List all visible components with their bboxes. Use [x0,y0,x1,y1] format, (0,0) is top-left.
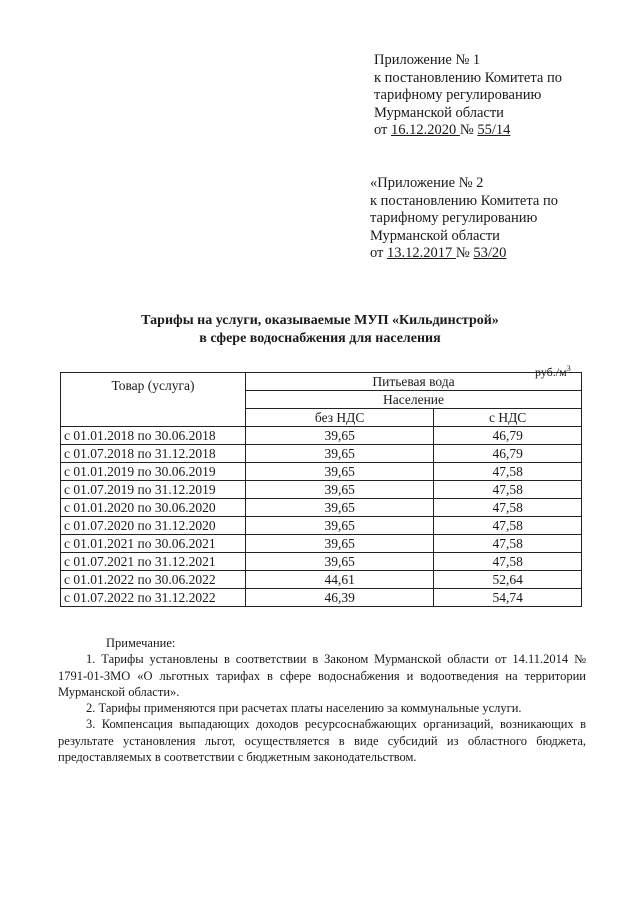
price-no-vat-cell: 39,65 [246,535,434,553]
appendix-1-title: Приложение № 1 [374,52,481,68]
title-line-2: в сфере водоснабжения для населения [199,331,441,346]
appendix-2-number: 53/20 [473,245,507,261]
table-header-row [61,373,582,391]
price-no-vat-cell: 39,65 [246,445,434,463]
price-vat-cell: 47,58 [434,535,582,553]
price-vat-cell: 52,64 [434,571,582,589]
table-row [61,571,582,589]
price-vat-cell: 46,79 [434,445,582,463]
table-row [61,589,582,607]
price-no-vat-cell: 46,39 [246,589,434,607]
price-vat-cell: 47,58 [434,499,582,517]
price-no-vat-cell: 39,65 [246,517,434,535]
date-prefix: от [370,245,388,261]
unit-exponent: 3 [566,364,571,373]
appendix-2-line-2: к постановлению Комитета по [370,192,558,209]
appendix-1-date: 16.12.2020 [391,122,460,138]
appendix-2-line-3: тарифному регулированию [370,210,538,226]
price-no-vat-cell: 39,65 [246,463,434,481]
unit-base: руб./м [535,365,567,379]
note-item: 3. Компенсация выпадающих доходов ресурсоснабжающих организаций, возникающих в результате установления льгот, осуществляется в виде субсидий из областного бюджета, предоставляемых в соответствии с бюджетным законодательством. [58,717,586,765]
header-service: Питьевая вода [246,373,582,391]
price-no-vat-cell: 44,61 [246,571,434,589]
table-row [61,553,582,571]
period-cell: с 01.07.2022 по 31.12.2022 [61,589,246,607]
period-cell: с 01.01.2018 по 30.06.2018 [61,427,246,445]
period-cell: с 01.07.2020 по 31.12.2020 [61,517,246,535]
table-row [61,535,582,553]
header-goods: Товар (услуга) [61,373,246,427]
table-row [61,445,582,463]
period-cell: с 01.01.2022 по 30.06.2022 [61,571,246,589]
appendix-1-block [374,52,562,140]
document-title [0,312,640,348]
price-vat-cell: 46,79 [434,427,582,445]
period-cell: с 01.01.2019 по 30.06.2019 [61,463,246,481]
number-sign: № [455,245,474,261]
number-sign: № [459,122,478,138]
table-row [61,481,582,499]
appendix-2-date: 13.12.2017 [387,245,456,261]
table-row [61,427,582,445]
price-no-vat-cell: 39,65 [246,499,434,517]
price-vat-cell: 47,58 [434,517,582,535]
table-row [61,499,582,517]
table-row [61,463,582,481]
table-row [61,517,582,535]
appendix-2-line-4: Мурманской области [370,227,500,244]
period-cell: с 01.07.2021 по 31.12.2021 [61,553,246,571]
price-no-vat-cell: 39,65 [246,427,434,445]
appendix-2-date-line [370,245,558,263]
header-group: Население [246,391,582,409]
notes-heading: Примечание: [106,636,176,650]
notes-block [58,635,586,765]
period-cell: с 01.01.2021 по 30.06.2021 [61,535,246,553]
note-item: 2. Тарифы применяются при расчетах платы населению за коммунальные услуги. [86,701,522,716]
note-item: 1. Тарифы установлены в соответствии в Законом Мурманской области от 14.11.2014 № 1791-01-ЗМО «О льготных тарифах в сфере водоснабжения и водоотведения на территории Мурманской области». [58,652,586,699]
period-cell: с 01.01.2020 по 30.06.2020 [61,499,246,517]
appendix-1-number: 55/14 [477,122,511,138]
appendix-1-line-4: Мурманской области [374,104,504,121]
period-cell: с 01.07.2018 по 31.12.2018 [61,445,246,463]
price-vat-cell: 47,58 [434,481,582,499]
appendix-2-title: «Приложение № 2 [370,175,484,191]
title-line-1: Тарифы на услуги, оказываемые МУП «Кильдинстрой» [141,313,499,328]
price-vat-cell: 54,74 [434,589,582,607]
price-vat-cell: 47,58 [434,553,582,571]
appendix-1-line-3: тарифному регулированию [374,87,542,103]
tariff-table [60,372,582,607]
price-vat-cell: 47,58 [434,463,582,481]
period-cell: с 01.07.2019 по 31.12.2019 [61,481,246,499]
appendix-2-block [370,175,558,263]
header-no-vat: без НДС [246,409,434,427]
appendix-1-date-line [374,122,562,140]
price-no-vat-cell: 39,65 [246,553,434,571]
date-prefix: от [374,122,392,138]
price-no-vat-cell: 39,65 [246,481,434,499]
appendix-1-line-2: к постановлению Комитета по [374,69,562,86]
header-vat: с НДС [434,409,582,427]
